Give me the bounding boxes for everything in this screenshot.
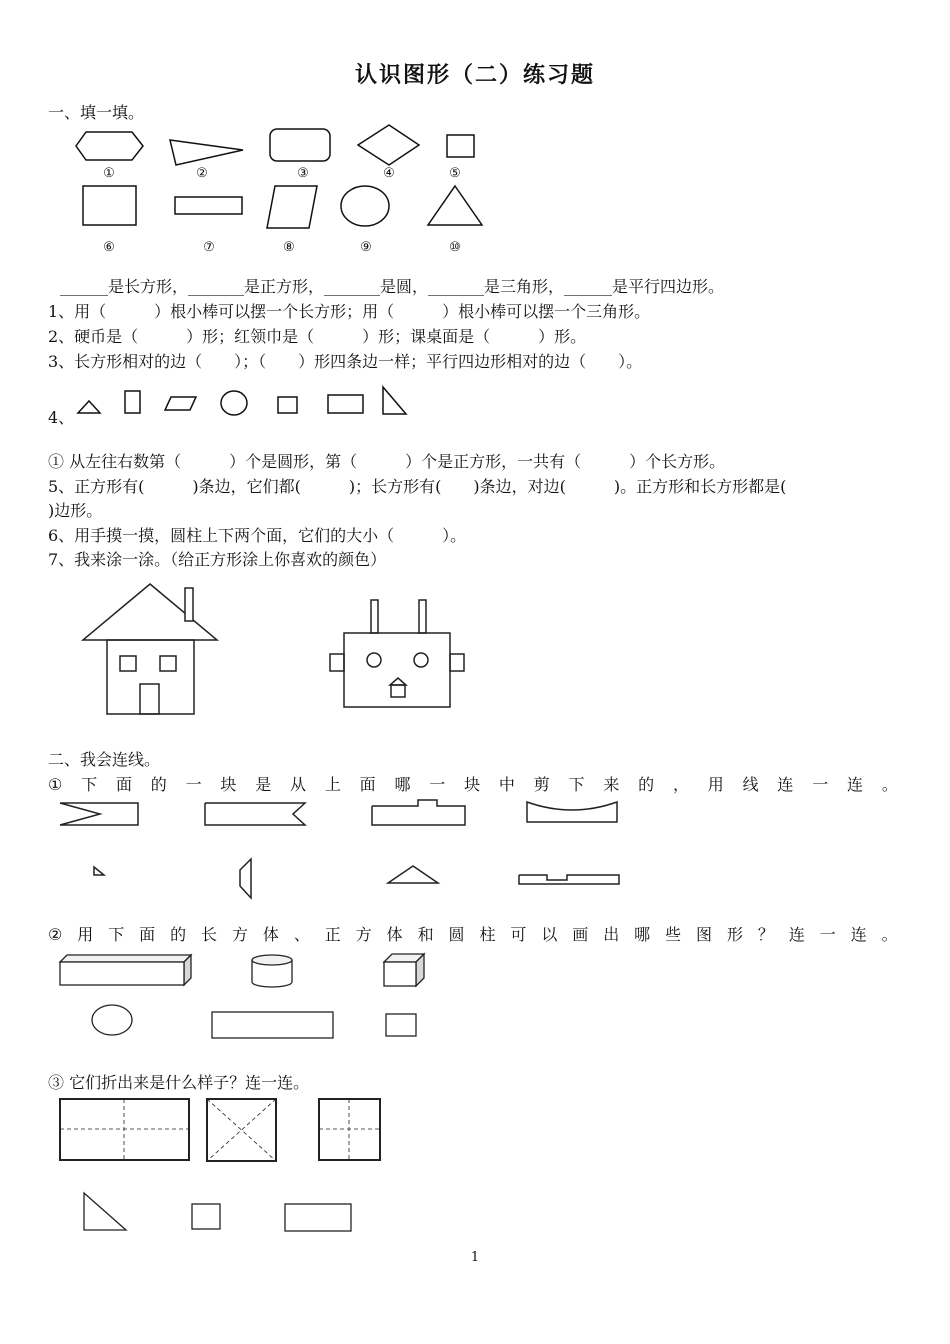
section2-question-2: ② 用 下 面 的 长 方 体 、 正 方 体 和 圆 柱 可 以 画 出 哪 些 图 形 ？ 连 一 连 。 (48, 925, 898, 944)
fold-result-triangle (84, 1193, 126, 1230)
shape-number-6: ⑥ (103, 240, 115, 255)
folded-paper-1 (60, 1099, 189, 1160)
shape-number-2: ② (196, 166, 208, 181)
shape-number-9: ⑨ (360, 240, 372, 255)
section1-heading: 一、填一填。 (48, 103, 145, 122)
shape-number-4: ④ (383, 166, 395, 181)
question-5-line1: 5、正方形有( )条边，它们都( )；长方形有( )条边，对边( )。正方形和长方形都是( (48, 477, 787, 496)
question-5-line2: )边形。 (48, 501, 103, 520)
shape-number-10: ⑩ (449, 240, 461, 255)
question-4-label: 4、 (48, 408, 75, 427)
question-4-sub: ① 从左往右数第（ ）个是圆形，第（ ）个是正方形，一共有（ ）个长方形。 (48, 452, 726, 471)
section2-question-1: ① 下 面 的 一 块 是 从 上 面 哪 一 块 中 剪 下 来 的 ， 用 线 连 一 连 。 (48, 775, 898, 794)
question-7: 7、我来涂一涂。（给正方形涂上你喜欢的颜色） (48, 550, 387, 569)
shape-number-3: ③ (297, 166, 309, 181)
question-6: 6、用手摸一摸，圆柱上下两个面，它们的大小（ ）。 (48, 526, 467, 545)
question-1: 1、用（ ）根小棒可以摆一个长方形；用（ ）根小棒可以摆一个三角形。 (48, 302, 651, 321)
fold-result-rectangle (285, 1204, 351, 1231)
folded-paper-3 (319, 1099, 380, 1160)
shape-number-7: ⑦ (203, 240, 215, 255)
question-2: 2、硬币是（ ）形；红领巾是（ ）形；课桌面是（ ）形。 (48, 327, 587, 346)
question-3: 3、长方形相对的边（ ）；（ ）形四条边一样；平行四边形相对的边（ ）。 (48, 352, 643, 371)
page-title: 认识图形（二）练习题 (354, 63, 595, 88)
section2-question-3: ③ 它们折出来是什么样子？连一连。 (48, 1073, 310, 1092)
folded-paper-2 (207, 1099, 276, 1161)
shape-number-1: ① (103, 166, 115, 181)
fold-result-square (192, 1204, 220, 1229)
fill-in-line: ______是长方形，_______是正方形，_______是圆，_______是三角形，______是平行四边形。 (60, 277, 725, 296)
shape-number-8: ⑧ (283, 240, 295, 255)
page-number: 1 (470, 1250, 480, 1265)
shape-number-5: ⑤ (449, 166, 461, 181)
section2-heading: 二、我会连线。 (48, 750, 161, 769)
